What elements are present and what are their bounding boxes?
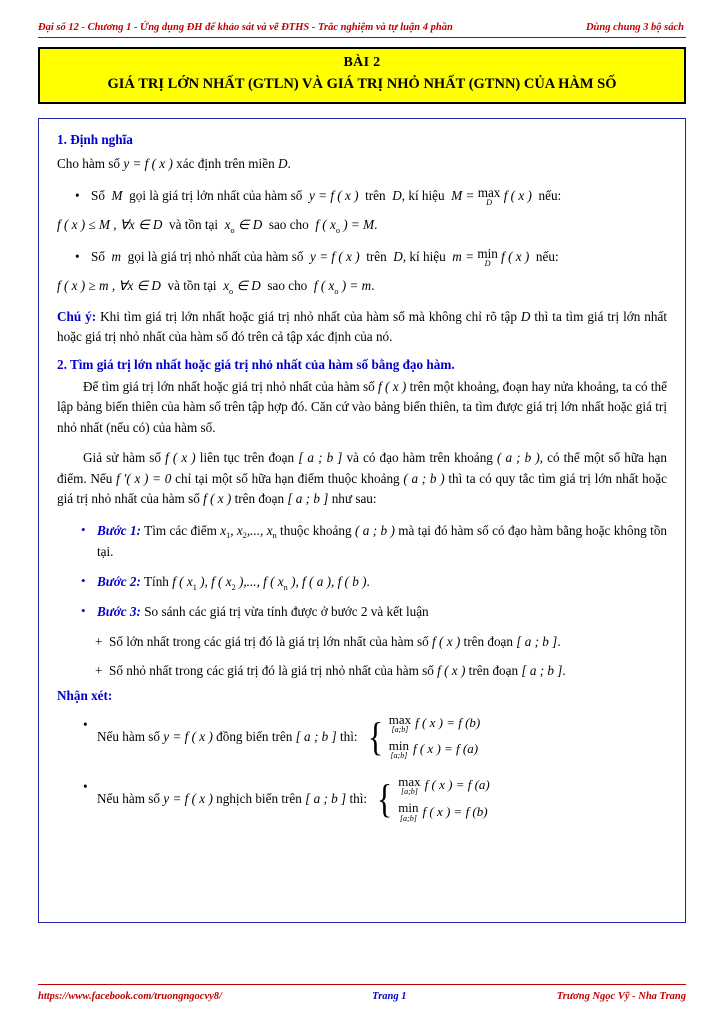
case-2-text-b: nghịch biến trên — [212, 791, 306, 807]
plus2-text-c: . — [562, 663, 566, 679]
formula-ab-plus2: [ a ; b ] — [521, 663, 563, 679]
page-header — [38, 0, 686, 38]
case-1-eq-max — [389, 713, 480, 735]
formula-y-fx-max: y = f ( x ) — [308, 187, 359, 203]
max-cond-text-c: . — [374, 217, 378, 233]
formula-fprime-zero: f '( x ) = 0 — [116, 470, 172, 486]
s2p2-text-a: Giả sử hàm số — [83, 450, 166, 466]
plus2-text-b: trên đoạn — [465, 663, 522, 679]
case-1-max-op: max — [388, 711, 412, 727]
formula-M-max-fx: M = max D f ( x ) — [451, 184, 532, 208]
max-text-1: Số — [91, 187, 105, 203]
step-3 — [57, 601, 667, 622]
min-cond-text-c: . — [371, 278, 375, 294]
formula-y-fx: y = f ( x ) — [123, 156, 173, 172]
max-cond-text-b: sao cho — [268, 217, 309, 233]
case-1-min-value: = f (a) — [444, 741, 479, 757]
footer-link[interactable]: https://www.facebook.com/truongngocvy8/ — [38, 991, 222, 1002]
formula-fx-s2p2b: f ( x ) — [203, 491, 232, 507]
chu-y-text-b: thì ta tìm giá trị lớn nhất hoặc giá trị nhỏ nhất của hàm số đó trên cả tập xác định của nó. — [57, 308, 667, 345]
case-2-equations — [398, 775, 489, 823]
formula-fx0-eq-M: f ( xo ) = M — [315, 217, 375, 235]
definition-max-condition — [57, 215, 667, 235]
formula-x0-in-D-min: xo ∈ D — [223, 278, 261, 297]
case-2-min-rest: f ( x ) = f (b) — [422, 803, 488, 819]
step-2-text-a: Tính — [140, 573, 173, 589]
step-1-text-a: Tìm các điểm — [141, 522, 221, 538]
case-2-max-rest: f ( x ) = f (a) — [424, 777, 490, 793]
case-2-max-dom: [a;b] — [400, 787, 418, 797]
formula-x0-in-D: xo ∈ D — [224, 217, 263, 235]
formula-step2-values: f ( x1 ), f ( x2 ),..., f ( xn ), f ( a ), f ( b ) — [172, 573, 367, 592]
min-text-3: trên — [366, 248, 387, 264]
nhan-xet-heading: Nhận xét: — [57, 688, 113, 704]
chu-y-paragraph — [57, 307, 667, 348]
case-1-min-dom: [a;b] — [390, 751, 408, 761]
nhan-xet-case-2 — [57, 775, 667, 823]
case-2-eq-max — [398, 775, 489, 797]
definition-min-bullet — [57, 246, 667, 269]
step-3-note-max — [57, 631, 667, 652]
min-text-2: gọi là giá trị nhỏ nhất của hàm số — [127, 248, 304, 264]
formula-fx-plus1: f ( x ) — [432, 634, 461, 650]
s2p2-text-b: liên tục trên đoạn — [195, 450, 299, 466]
case-1-text-b: đồng biến trên — [212, 728, 296, 744]
header-right-text: Dùng chung 3 bộ sách — [585, 22, 684, 33]
s2p2-text-f: thì ta có quy tắc tìm giá trị lớn nhất hoặc giá trị nhỏ nhất của hàm số — [57, 470, 667, 507]
case-1-max-value: = f (b) — [446, 715, 481, 731]
plus2-text-a: Số nhỏ nhất trong các giá trị đó là giá trị nhỏ nhất của hàm số — [109, 663, 438, 679]
case-2-text-c: thì: — [346, 791, 368, 807]
formula-fx-s2p1: f ( x ) — [378, 378, 407, 394]
step-3-note-min — [57, 660, 667, 681]
case-1-max-rest: f ( x ) = f (b) — [415, 715, 481, 731]
definition-intro-text-a: Cho hàm số — [57, 156, 124, 172]
s2p2-text-c: và có đạo hàm trên khoảng — [342, 450, 497, 466]
min-text-4: , kí hiệu — [402, 248, 446, 264]
formula-ab-open-2: ( a ; b ) — [403, 470, 445, 486]
s2p2-text-d: , có thể một số hữa hạn điểm. Nếu — [57, 450, 667, 486]
max-text-5: nếu: — [538, 187, 562, 203]
case-2-min-dom: [a;b] — [399, 813, 417, 823]
section-2-heading: 2. Tìm giá trị lớn nhất hoặc giá trị nhỏ nhất của hàm số bằng đạo hàm. — [57, 356, 455, 372]
max-cond-text-a: và tồn tại — [168, 217, 219, 233]
formula-y-fx-min: y = f ( x ) — [310, 248, 360, 264]
case-1-min-rest: f ( x ) = f (a) — [412, 741, 479, 757]
formula-ab-plus1: [ a ; b ] — [516, 634, 558, 650]
step-2-text-b: . — [366, 573, 370, 589]
case-1-brace: { — [367, 713, 383, 759]
chu-y-label: Chú ý: — [57, 308, 97, 324]
symbol-D-max: D — [392, 187, 402, 203]
case-2-min-op: min — [398, 799, 419, 815]
case-2-min-value: = f (b) — [453, 803, 488, 819]
case-1-text — [97, 727, 358, 747]
s2p2-text-h: như sau: — [328, 491, 377, 507]
formula-fx-ge-m: f ( x ) ≥ m , ∀x ∈ D — [57, 278, 161, 294]
symbol-M: M — [111, 187, 123, 203]
case-1-eq-min — [389, 739, 480, 761]
lesson-title-box — [38, 47, 686, 104]
case-1-min-op: min — [388, 737, 409, 753]
case-2-text — [97, 789, 367, 809]
footer-author: Trương Ngọc Vỹ - Nha Trang — [556, 991, 686, 1002]
formula-ab-open-step1: ( a ; b ) — [354, 522, 395, 538]
formula-x-points: x1, x2,..., xn — [220, 522, 277, 541]
plus1-text-c: . — [557, 634, 561, 650]
s2p2-text-e: chỉ tại một số hữa hạn điểm thuộc khoảng — [171, 470, 404, 486]
formula-ab-case2: [ a ; b ] — [305, 791, 347, 807]
definition-intro-text-b: xác định trên miền — [176, 156, 278, 172]
case-1-max-dom: [a;b] — [391, 725, 409, 735]
plus1-text-a: Số lớn nhất trong các giá trị đó là giá trị lớn nhất của hàm số — [109, 634, 433, 650]
formula-ab-case1: [ a ; b ] — [295, 728, 337, 744]
definition-intro — [57, 154, 667, 174]
min-text-1: Số — [91, 248, 105, 264]
symbol-D-min: D — [393, 248, 403, 264]
formula-fx-s2p2: f ( x ) — [165, 450, 196, 466]
step-2-label: Bước 2: — [97, 573, 141, 589]
lesson-number: BÀI 2 — [343, 55, 381, 70]
min-text-5: nếu: — [535, 248, 559, 264]
step-3-label: Bước 3: — [97, 604, 141, 620]
min-cond-text-a: và tồn tại — [167, 278, 217, 294]
case-2-max-op: max — [398, 773, 421, 789]
max-text-3: trên — [365, 187, 386, 203]
header-left-text: Đại số 12 - Chương 1 - Ứng dụng ĐH để khảo sát và vẽ ĐTHS - Trắc nghiệm và tự luận 4 phần — [38, 22, 453, 33]
formula-y-fx-case1: y = f ( x ) — [163, 728, 213, 744]
page-footer — [38, 984, 686, 1002]
step-2 — [57, 571, 667, 592]
step-1 — [57, 520, 667, 562]
case-2-text-a: Nếu hàm số — [97, 791, 164, 807]
nhan-xet-case-1 — [57, 713, 667, 761]
symbol-m: m — [111, 248, 122, 264]
step-1-label: Bước 1: — [97, 522, 142, 538]
formula-ab-closed-2: [ a ; b ] — [287, 491, 329, 507]
s2p1-text-a: Để tìm giá trị lớn nhất hoặc giá trị nhỏ nhất của hàm số — [83, 378, 379, 394]
definition-min-condition — [57, 276, 667, 296]
max-text-2: gọi là giá trị lớn nhất của hàm số — [129, 187, 303, 203]
section-1-heading: 1. Định nghĩa — [57, 132, 133, 147]
plus1-text-b: trên đoạn — [460, 634, 517, 650]
page-number: Trang 1 — [372, 991, 407, 1002]
case-2-brace: { — [376, 775, 393, 821]
definition-max-bullet — [57, 185, 667, 208]
section-2-paragraph-2 — [57, 448, 667, 509]
step-1-text-b: thuộc khoảng — [276, 522, 355, 538]
case-2-max-value: = f (a) — [455, 777, 490, 793]
definition-intro-text-c: . — [287, 156, 291, 172]
formula-D: D — [277, 156, 288, 172]
s2p2-text-g: trên đoạn — [231, 491, 288, 507]
case-2-eq-min — [398, 801, 489, 823]
step-1-text-c: mà tại đó hàm số có đạo hàm bằng hoặc không tồn tại. — [97, 522, 668, 559]
formula-m-min-fx: m = min D f ( x ) — [452, 246, 530, 269]
formula-fx-plus2: f ( x ) — [437, 663, 466, 679]
symbol-D-chuy: D — [520, 308, 531, 324]
s2p1-text-b: trên một khoảng, đoạn hay nửa khoảng, ta có thể lập bảng biến thiên của hàm số trên tập hợp đó. Căn cứ vào bảng biến thiên, ta tìm được giá trị lớn nhất hoặc giá trị nhỏ nhất (nếu có) của hàm số. — [57, 378, 667, 435]
formula-ab-open: ( a ; b ) — [496, 450, 540, 466]
section-2-paragraph-1 — [57, 377, 667, 438]
lesson-title: GIÁ TRỊ LỚN NHẤT (GTLN) VÀ GIÁ TRỊ NHỎ NHẤT (GTNN) CỦA HÀM SỐ — [107, 76, 617, 92]
case-1-text-c: thì: — [336, 728, 358, 744]
formula-fx-le-M: f ( x ) ≤ M , ∀x ∈ D — [57, 217, 163, 233]
formula-y-fx-case2: y = f ( x ) — [163, 791, 213, 807]
formula-ab-closed: [ a ; b ] — [298, 450, 343, 466]
formula-fx0-eq-m: f ( xo ) = m — [313, 278, 372, 297]
chu-y-text-a: Khi tìm giá trị lớn nhất hoặc giá trị nhỏ nhất của hàm số mà không chỉ rõ tập — [96, 308, 521, 324]
step-3-text-a: So sánh các giá trị vừa tính được ở bước 2 và kết luận — [140, 604, 429, 620]
lesson-content — [38, 118, 686, 923]
min-cond-text-b: sao cho — [267, 278, 308, 294]
case-1-text-a: Nếu hàm số — [97, 728, 164, 744]
max-text-4: , kí hiệu — [401, 187, 445, 203]
case-1-equations — [389, 713, 480, 761]
